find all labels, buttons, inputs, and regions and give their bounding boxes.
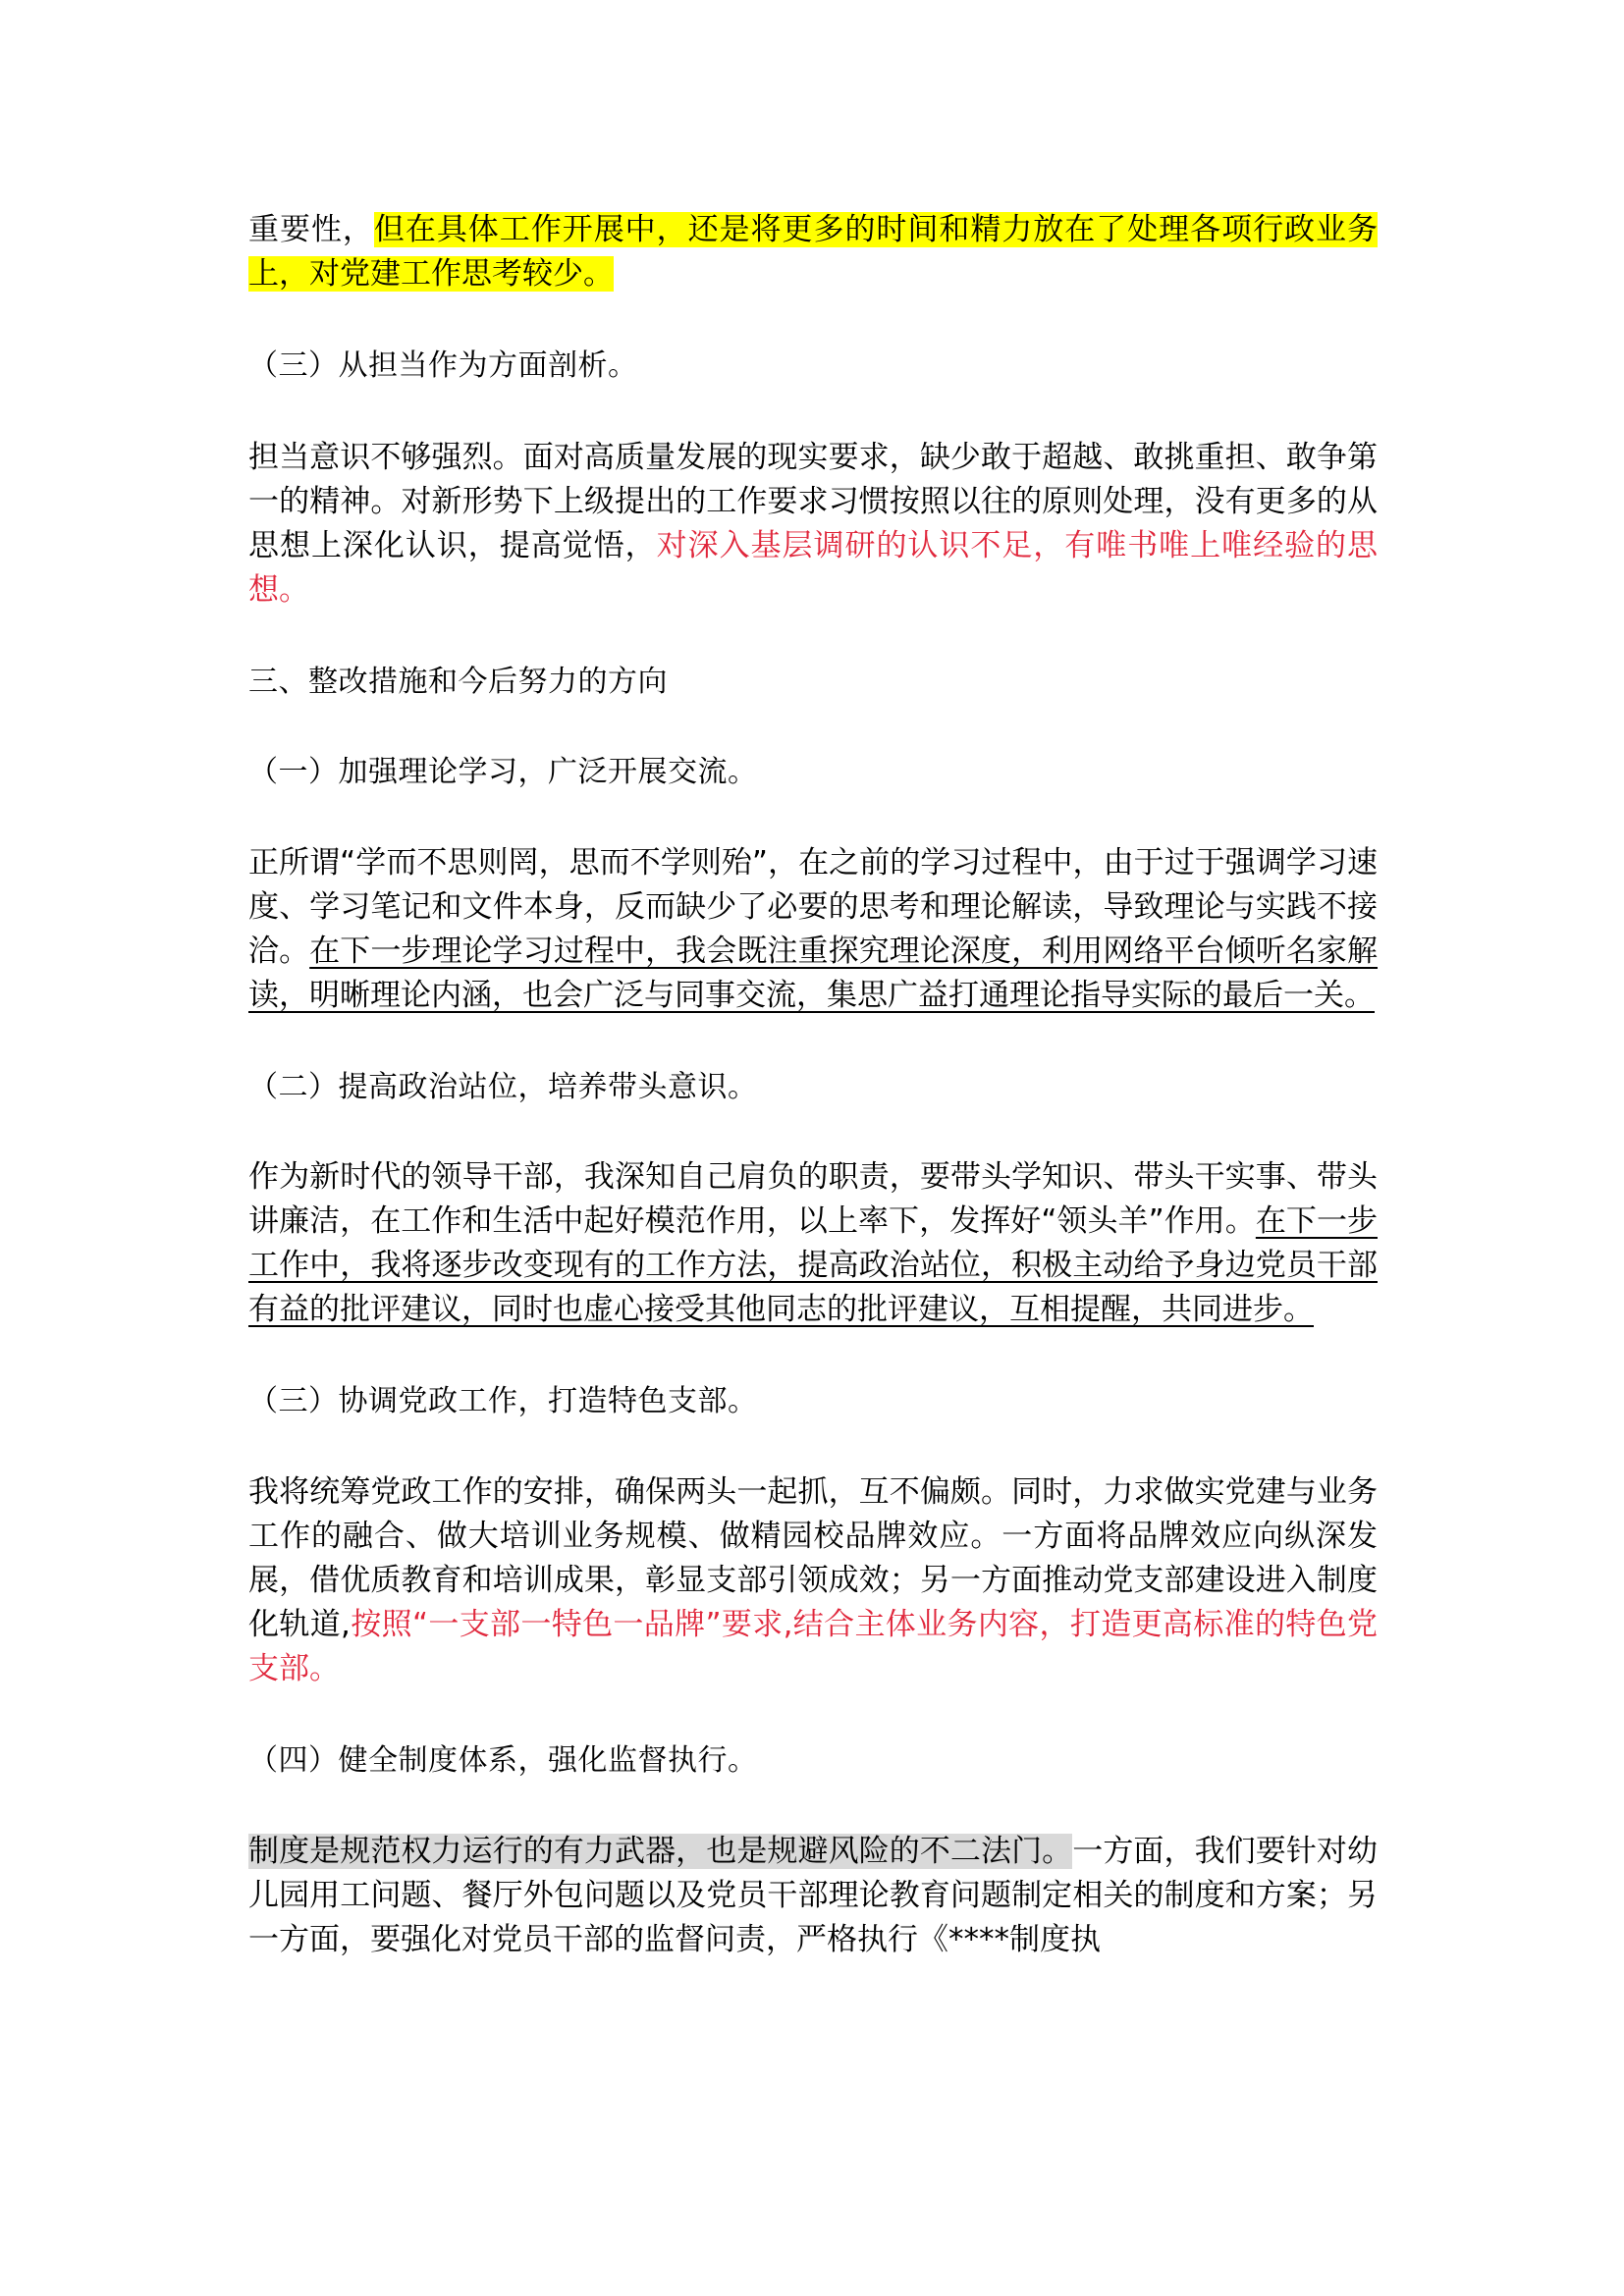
- paragraph-2-text: 担当意识不够强烈。面对高质量发展的现实要求，缺少敢于超越、敢挑重担、敢争第一的精神。对新形势下上级提出的工作要求习惯按照以往的原则处理，没有更多的从思想上深化认识，提高觉悟，: [248, 440, 1378, 563]
- highlighted-text-yellow: 但在具体工作开展中，还是将更多的时间和精力放在了处理各项行政业务上，对党建工作思考较少。: [248, 212, 1379, 292]
- section-heading-3: （三）从担当作为方面剖析。: [248, 348, 638, 383]
- paragraph-1: [248, 208, 1378, 296]
- paragraph-2: [248, 436, 1378, 613]
- paragraph-6-text: 一方面，我们要针对幼儿园用工问题、餐厅外包问题以及党员干部理论教育问题制定相关的制度和方案；另一方面，要强化对党员干部的监督问责，严格执行《****制度执: [248, 1834, 1378, 1957]
- highlighted-text-gray: 制度是规范权力运行的有力武器，也是规避风险的不二法门。: [248, 1834, 1073, 1869]
- underlined-text: 在下一步理论学习过程中，我会既注重探究理论深度，利用网络平台倾听名家解读，明晰理论内涵，也会广泛与同事交流，集思广益打通理论指导实际的最后一关。: [248, 934, 1379, 1013]
- section-heading-3b: （三）协调党政工作，打造特色支部。: [248, 1384, 758, 1418]
- paragraph-3: [248, 841, 1378, 1018]
- chapter-heading-3: 三、整改措施和今后努力的方向: [248, 665, 668, 699]
- section-heading-1: （一）加强理论学习，广泛开展交流。: [248, 755, 758, 789]
- paragraph-6: [248, 1830, 1378, 1962]
- underlined-text: 在下一步工作中，我将逐步改变现有的工作方法，提高政治站位，积极主动给予身边党员干部有益的批评建议，同时也虚心接受其他同志的批评建议，互相提醒，共同进步。: [248, 1203, 1378, 1327]
- section-heading-2: （二）提高政治站位，培养带头意识。: [248, 1070, 758, 1104]
- section-heading-4: （四）健全制度体系，强化监督执行。: [248, 1743, 758, 1778]
- red-text: 按照“一支部一特色一品牌”要求,结合主体业务内容，打造更高标准的特色党支部。: [248, 1607, 1378, 1686]
- red-text: 对深入基层调研的认识不足，有唯书唯上唯经验的思想。: [248, 528, 1379, 608]
- paragraph-4: [248, 1155, 1378, 1332]
- paragraph-5: [248, 1470, 1378, 1691]
- paragraph-3-text: 正所谓“学而不思则罔，思而不学则殆”，在之前的学习过程中，由于过于强调学习速度、学习笔记和文件本身，反而缺少了必要的思考和理论解读，导致理论与实践不接洽。: [248, 845, 1378, 969]
- document-page: [248, 208, 1378, 1962]
- paragraph-4-text: 作为新时代的领导干部，我深知自己肩负的职责，要带头学知识、带头干实事、带头讲廉洁，在工作和生活中起好模范作用，以上率下，发挥好“领头羊”作用。: [248, 1159, 1378, 1239]
- paragraph-1-text: 重要性，: [248, 212, 374, 247]
- paragraph-5-text: 我将统筹党政工作的安排，确保两头一起抓，互不偏颇。同时，力求做实党建与业务工作的融合、做大培训业务规模、做精园校品牌效应。一方面将品牌效应向纵深发展，借优质教育和培训成果，彰显支部引领成效；另一方面推动党支部建设进入制度化轨道,: [248, 1474, 1378, 1642]
